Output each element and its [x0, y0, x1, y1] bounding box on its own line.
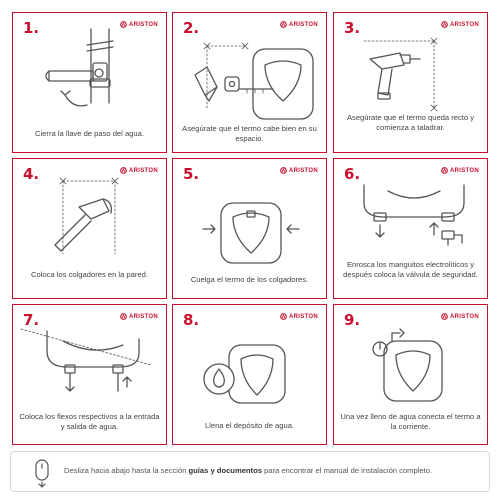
- drill-illustration: [334, 13, 489, 154]
- step-card-3: [333, 12, 488, 153]
- step-caption: Enrosca los manguitos electrolíticos y después coloca la válvula de seguridad.: [343, 260, 478, 279]
- brand-logo: ARISTON: [441, 313, 479, 320]
- step-number: 6.: [344, 165, 361, 183]
- step-card-4: [12, 158, 167, 299]
- step-card-7: [12, 304, 167, 445]
- step-caption: Llena el depósito de agua.: [204, 421, 295, 430]
- scroll-hint-banner: [10, 451, 490, 492]
- step-card-6: [333, 158, 488, 299]
- step-number: 8.: [183, 311, 200, 329]
- brand-logo: ARISTON: [441, 21, 479, 28]
- step-number: 4.: [23, 165, 40, 183]
- step-caption: Cuelga el termo de los colgadores.: [190, 275, 309, 284]
- brand-logo: ARISTON: [441, 167, 479, 174]
- step-caption: Una vez lleno de agua conecta el termo a la corriente.: [340, 412, 481, 431]
- step-number: 3.: [344, 19, 361, 37]
- brand-logo: ARISTON: [120, 21, 158, 28]
- step-caption: Asegúrate que el termo queda recto y comienza a taladrar.: [346, 113, 475, 132]
- brand-logo: ARISTON: [280, 167, 318, 174]
- step-card-2: [172, 12, 327, 153]
- step-card-9: [333, 304, 488, 445]
- step-number: 9.: [344, 311, 361, 329]
- step-card-1: [12, 12, 167, 153]
- guides-section-name: guías y documentos: [188, 466, 262, 475]
- brand-logo: ARISTON: [280, 313, 318, 320]
- step-card-5: [172, 158, 327, 299]
- step-caption: Coloca los flexos respectivos a la entrada y salida de agua.: [19, 412, 160, 431]
- brand-logo: ARISTON: [120, 167, 158, 174]
- step-caption: Cierra la llave de paso del agua.: [35, 129, 144, 138]
- step-caption: Asegúrate que el termo cabe bien en su espacio.: [182, 124, 317, 143]
- step-number: 1.: [23, 19, 40, 37]
- scroll-mouse-icon: [33, 458, 51, 488]
- scroll-hint-text: Desliza hacia abajo hasta la sección guías y documentos para encontrar el manual de instalación completo.: [64, 466, 433, 475]
- brand-logo: ARISTON: [280, 21, 318, 28]
- step-number: 5.: [183, 165, 200, 183]
- step-number: 2.: [183, 19, 200, 37]
- step-number: 7.: [23, 311, 40, 329]
- brand-logo: ARISTON: [120, 313, 158, 320]
- step-caption: Coloca los colgadores en la pared.: [31, 270, 148, 279]
- step-card-8: [172, 304, 327, 445]
